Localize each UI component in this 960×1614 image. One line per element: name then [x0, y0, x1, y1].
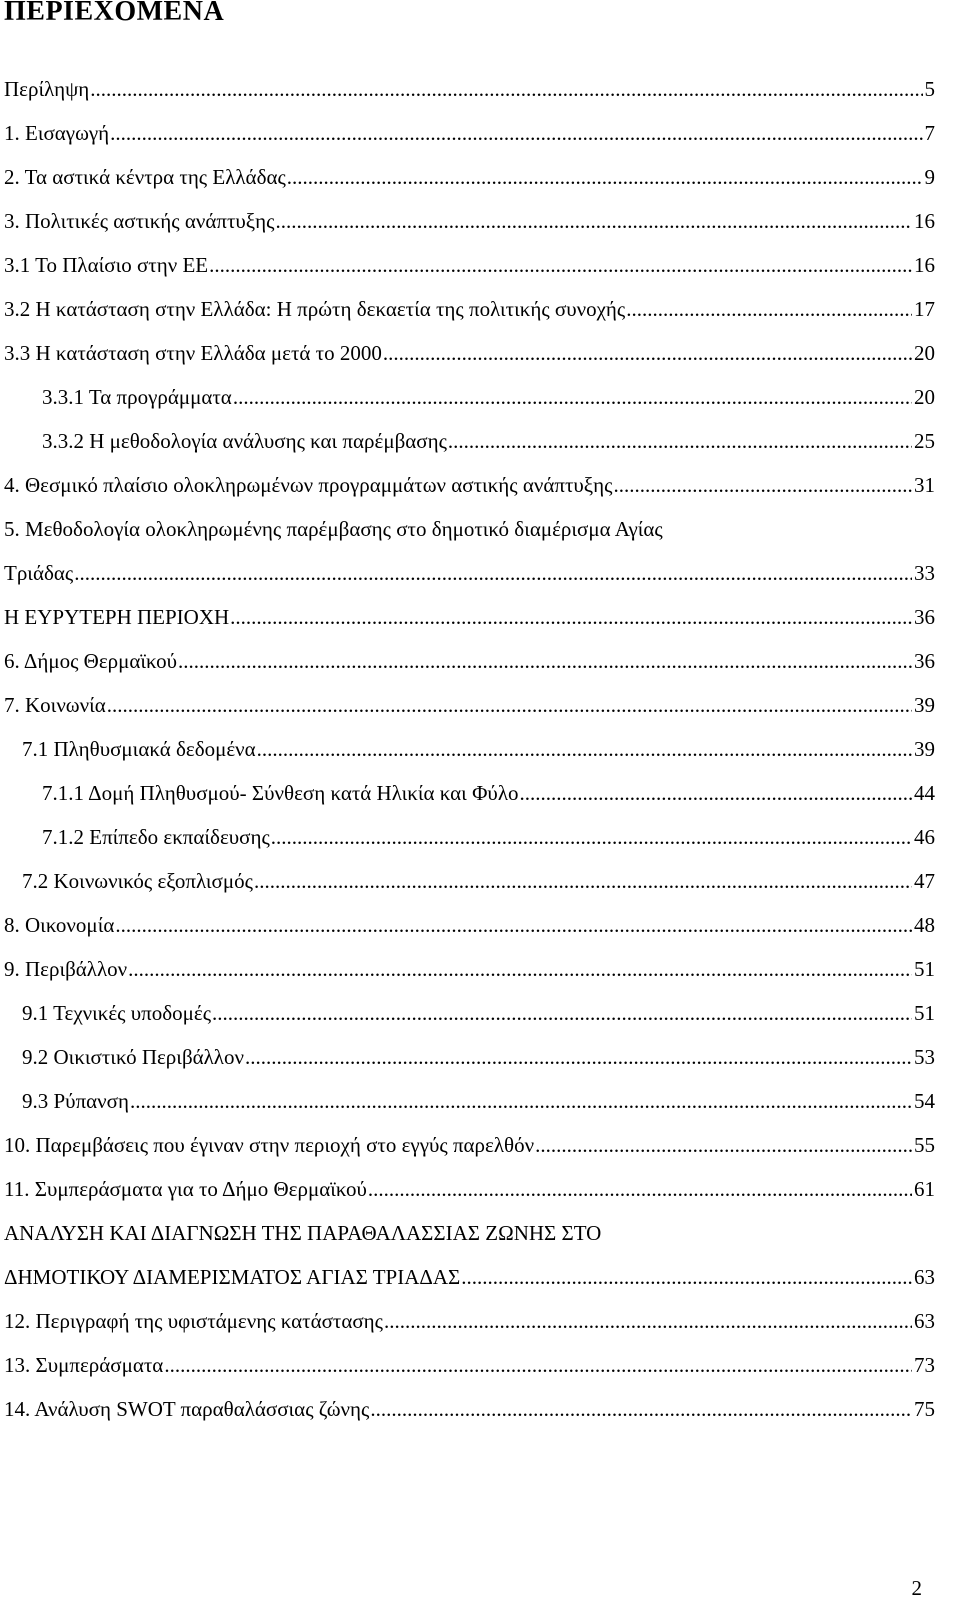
toc-entry-urban-policies[interactable] — [4, 206, 935, 236]
toc-entry-page: 53 — [914, 1045, 935, 1069]
dot-leader — [271, 822, 912, 852]
toc-entry-page: 73 — [914, 1353, 935, 1377]
dot-leader — [230, 602, 912, 632]
toc-entry-page: 9 — [924, 165, 935, 189]
dot-leader — [115, 910, 912, 940]
toc-entry-page: 44 — [914, 781, 935, 805]
dot-leader — [287, 162, 923, 192]
dot-leader — [209, 250, 912, 280]
toc-entry-label: 3.3.2 Η μεθοδολογία ανάλυσης και παρέμβασης — [42, 429, 447, 453]
toc-entry-label: Τριάδας — [4, 561, 74, 585]
toc-entry-economy[interactable] — [4, 910, 935, 940]
toc-entry-page: 39 — [914, 693, 935, 717]
toc-entry-institutional-framework[interactable] — [4, 470, 935, 500]
toc-entry-label: 3.3 Η κατάσταση στην Ελλάδα μετά το 2000 — [4, 341, 382, 365]
toc-entry-label: 5. Μεθοδολογία ολοκληρωμένης παρέμβασης στο δημοτικό διαμέρισμα Αγίας — [4, 517, 663, 541]
toc-entry-population-structure[interactable] — [42, 778, 935, 808]
dot-leader — [535, 1130, 912, 1160]
toc-entry-label: 11. Συμπεράσματα για το Δήμο Θερμαϊκού — [4, 1177, 367, 1201]
toc-entry-swot-analysis[interactable] — [4, 1394, 935, 1424]
toc-entry-page: 51 — [914, 957, 935, 981]
toc-entry-first-decade[interactable] — [4, 294, 935, 324]
toc-entry-conclusions-municipality[interactable] — [4, 1174, 935, 1204]
toc-entry-summary[interactable] — [4, 74, 935, 104]
toc-entry-page: 39 — [914, 737, 935, 761]
toc-entry-label: Η ΕΥΡΥΤΕΡΗ ΠΕΡΙΟΧΗ — [4, 605, 230, 629]
toc-entry-conclusions[interactable] — [4, 1350, 935, 1380]
toc-entry-interventions[interactable] — [4, 1130, 935, 1160]
dot-leader — [254, 866, 912, 896]
toc-entry-page: 75 — [914, 1397, 935, 1421]
toc-entry-page: 25 — [914, 429, 935, 453]
toc-entry-label: 4. Θεσμικό πλαίσιο ολοκληρωμένων προγραμμάτων αστικής ανάπτυξης — [4, 473, 613, 497]
toc-entry-page: 61 — [914, 1177, 935, 1201]
toc-entry-integrated-methodology[interactable] — [4, 514, 663, 544]
toc-entry-methodology[interactable] — [42, 426, 935, 456]
toc-entry-education-level[interactable] — [42, 822, 935, 852]
toc-entry-label: 9.3 Ρύπανση — [22, 1089, 129, 1113]
toc-entry-page: 16 — [914, 253, 935, 277]
page-title: ΠΕΡΙΕΧΟΜΕΝΑ — [4, 0, 225, 27]
dot-leader — [110, 118, 922, 148]
toc-entry-page: 20 — [914, 341, 935, 365]
toc-entry-page: 46 — [914, 825, 935, 849]
dot-leader — [384, 1306, 912, 1336]
toc-entry-label: 12. Περιγραφή της υφιστάμενης κατάστασης — [4, 1309, 383, 1333]
toc-entry-coastal-analysis-cont[interactable] — [4, 1262, 935, 1292]
toc-entry-label: 2. Τα αστικά κέντρα της Ελλάδας — [4, 165, 286, 189]
toc-entry-urban-centers[interactable] — [4, 162, 935, 192]
toc-entry-label: 3. Πολιτικές αστικής ανάπτυξης — [4, 209, 275, 233]
toc-entry-programs[interactable] — [42, 382, 935, 412]
dot-leader — [461, 1262, 912, 1292]
toc-entry-label: 7.1.2 Επίπεδο εκπαίδευσης — [42, 825, 270, 849]
toc-entry-label: 7.2 Κοινωνικός εξοπλισμός — [22, 869, 253, 893]
toc-entry-after-2000[interactable] — [4, 338, 935, 368]
toc-entry-page: 55 — [914, 1133, 935, 1157]
dot-leader — [448, 426, 912, 456]
dot-leader — [233, 382, 912, 412]
dot-leader — [130, 1086, 912, 1116]
toc-entry-page: 48 — [914, 913, 935, 937]
toc-entry-label: 6. Δήμος Θερμαϊκού — [4, 649, 178, 673]
dot-leader — [520, 778, 913, 808]
dot-leader — [107, 690, 912, 720]
toc-entry-label: 14. Ανάλυση SWOT παραθαλάσσιας ζώνης — [4, 1397, 370, 1421]
toc-entry-label: 3.2 Η κατάσταση στην Ελλάδα: Η πρώτη δεκαετία της πολιτικής συνοχής — [4, 297, 626, 321]
dot-leader — [90, 74, 922, 104]
toc-entry-label: 1. Εισαγωγή — [4, 121, 110, 145]
toc-entry-integrated-methodology-cont[interactable] — [4, 558, 935, 588]
dot-leader — [370, 1394, 912, 1424]
toc-entry-page: 36 — [914, 649, 935, 673]
dot-leader — [368, 1174, 912, 1204]
toc-entry-wider-area[interactable] — [4, 602, 935, 632]
toc-entry-current-situation[interactable] — [4, 1306, 935, 1336]
dot-leader — [626, 294, 912, 324]
dot-leader — [74, 558, 912, 588]
toc-entry-label: 7. Κοινωνία — [4, 693, 106, 717]
toc-entry-label: 9. Περιβάλλον — [4, 957, 128, 981]
toc-entry-label: 7.1 Πληθυσμιακά δεδομένα — [22, 737, 256, 761]
dot-leader — [383, 338, 912, 368]
toc-entry-label: 3.1 Το Πλαίσιο στην ΕΕ — [4, 253, 209, 277]
dot-leader — [613, 470, 912, 500]
dot-leader — [164, 1350, 912, 1380]
toc-entry-introduction[interactable] — [4, 118, 935, 148]
toc-entry-label: Περίληψη — [4, 77, 90, 101]
toc-entry-page: 7 — [924, 121, 935, 145]
toc-entry-page: 47 — [914, 869, 935, 893]
toc-entry-label: 9.2 Οικιστικό Περιβάλλον — [22, 1045, 244, 1069]
dot-leader — [178, 646, 912, 676]
dot-leader — [275, 206, 912, 236]
toc-entry-page: 36 — [914, 605, 935, 629]
toc-entry-label: 13. Συμπεράσματα — [4, 1353, 164, 1377]
toc-entry-label: ΔΗΜΟΤΙΚΟΥ ΔΙΑΜΕΡΙΣΜΑΤΟΣ ΑΓΙΑΣ ΤΡΙΑΔΑΣ — [4, 1265, 461, 1289]
toc-entry-social-equipment[interactable] — [22, 866, 935, 896]
toc-entry-population-data[interactable] — [22, 734, 935, 764]
toc-entry-technical-infrastructure[interactable] — [22, 998, 935, 1028]
toc-entry-residential-environment[interactable] — [22, 1042, 935, 1072]
toc-entry-page: 16 — [914, 209, 935, 233]
toc-entry-label: 3.3.1 Τα προγράμματα — [42, 385, 232, 409]
toc-entry-page: 33 — [914, 561, 935, 585]
toc-entry-coastal-analysis[interactable] — [4, 1218, 601, 1248]
dot-leader — [212, 998, 912, 1028]
dot-leader — [257, 734, 912, 764]
dot-leader — [128, 954, 912, 984]
toc-entry-label: 8. Οικονομία — [4, 913, 115, 937]
toc-entry-page: 17 — [914, 297, 935, 321]
toc-entry-page: 31 — [914, 473, 935, 497]
toc-entry-page: 54 — [914, 1089, 935, 1113]
toc-entry-label: 7.1.1 Δομή Πληθυσμού- Σύνθεση κατά Ηλικία και Φύλο — [42, 781, 519, 805]
toc-entry-municipality[interactable] — [4, 646, 935, 676]
dot-leader — [245, 1042, 912, 1072]
toc-entry-label: 10. Παρεμβάσεις που έγιναν στην περιοχή στο εγγύς παρελθόν — [4, 1133, 535, 1157]
toc-entry-page: 51 — [914, 1001, 935, 1025]
toc-entry-label: 9.1 Τεχνικές υποδομές — [22, 1001, 212, 1025]
toc-entry-label: ΑΝΑΛΥΣΗ ΚΑΙ ΔΙΑΓΝΩΣΗ ΤΗΣ ΠΑΡΑΘΑΛΑΣΣΙΑΣ ΖΩΝΗΣ ΣΤΟ — [4, 1221, 602, 1245]
toc-entry-eu-framework[interactable] — [4, 250, 935, 280]
toc-entry-page: 5 — [924, 77, 935, 101]
toc-entry-page: 63 — [914, 1309, 935, 1333]
toc-entry-society[interactable] — [4, 690, 935, 720]
page-number: 2 — [911, 1576, 922, 1600]
toc-entry-page: 20 — [914, 385, 935, 409]
toc-entry-environment[interactable] — [4, 954, 935, 984]
toc-entry-pollution[interactable] — [22, 1086, 935, 1116]
toc-entry-page: 63 — [914, 1265, 935, 1289]
